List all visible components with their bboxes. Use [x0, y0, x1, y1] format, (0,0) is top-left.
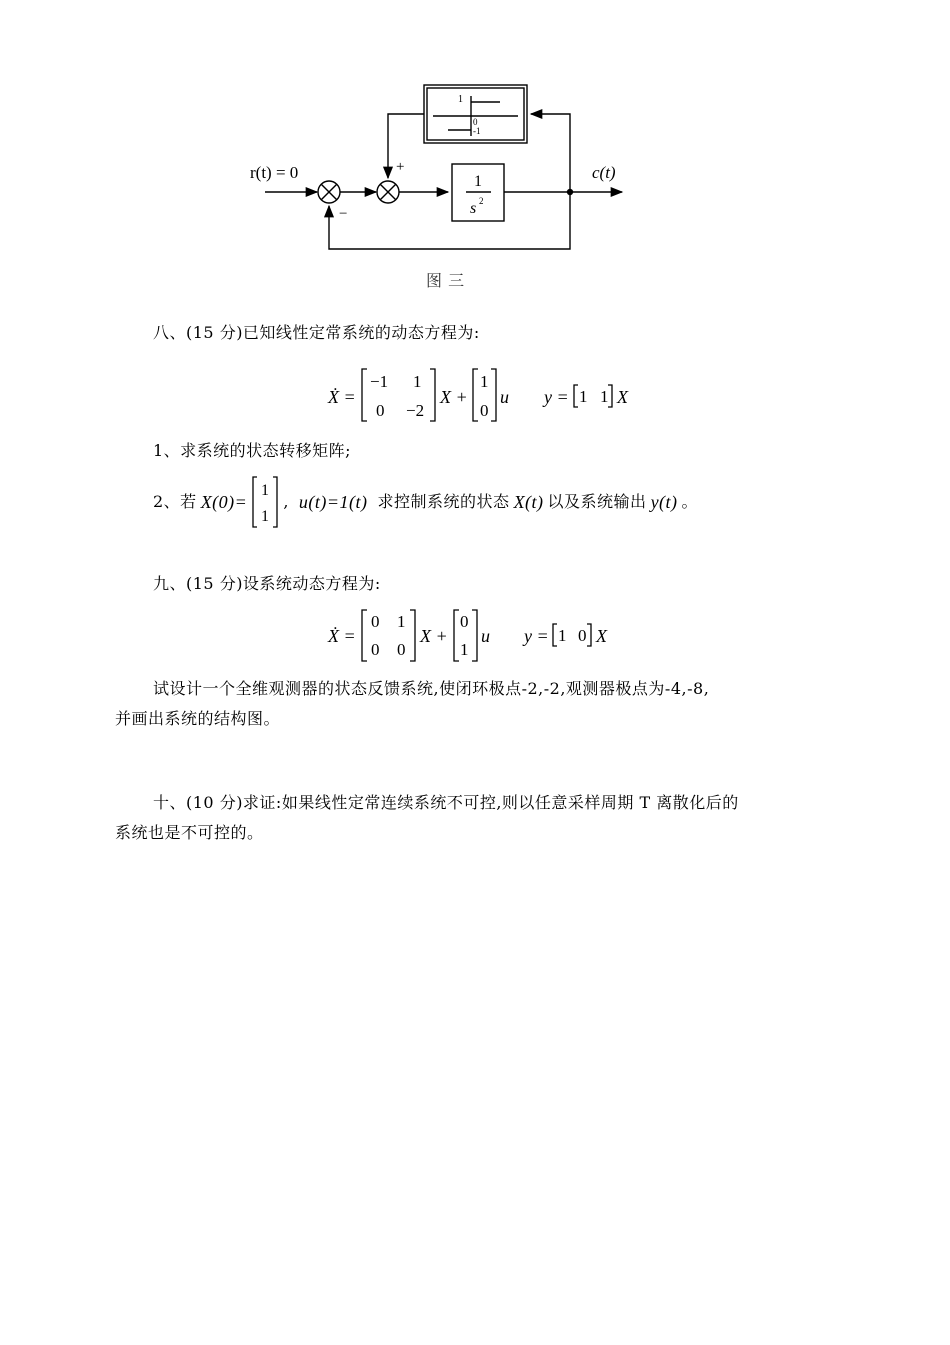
plus-sign: +	[396, 159, 405, 175]
svg-text:1: 1	[261, 508, 270, 525]
svg-text:Ẋ =: Ẋ =	[328, 387, 356, 407]
svg-text:0: 0	[371, 640, 380, 659]
svg-text:0: 0	[578, 626, 587, 645]
plant-denominator: s	[470, 200, 477, 217]
q9-equation	[320, 606, 630, 666]
svg-text:u: u	[481, 626, 490, 646]
svg-text:X +: X +	[420, 626, 448, 646]
plant-numerator: 1	[474, 173, 482, 190]
minus-sign: −	[339, 206, 348, 222]
svg-text:−2: −2	[406, 401, 425, 420]
q9-heading: 九、(15 分)设系统动态方程为:	[153, 574, 381, 593]
svg-text:y =: y =	[524, 626, 549, 646]
svg-text:1: 1	[413, 372, 422, 391]
svg-text:−1: −1	[370, 372, 389, 391]
q10-line-1: 十、(10 分)求证:如果线性定常连续系统不可控,则以任意采样周期 T 离散化后的	[153, 793, 739, 812]
output-label: c(t)	[592, 163, 616, 182]
svg-text:1: 1	[480, 372, 489, 391]
svg-text:1: 1	[558, 626, 567, 645]
q8-item-1: 1、求系统的状态转移矩阵;	[153, 441, 352, 460]
svg-text:X +: X +	[440, 387, 468, 407]
svg-text:X: X	[596, 626, 607, 646]
q9-line-1: 试设计一个全维观测器的状态反馈系统,使闭环极点-2,-2,观测器极点为-4,-8,	[153, 679, 710, 698]
svg-text:0: 0	[371, 612, 380, 631]
q9-line-2: 并画出系统的结构图。	[115, 709, 281, 728]
relay-low-label: -1	[473, 126, 481, 136]
svg-text:1: 1	[261, 482, 270, 499]
input-label: r(t) = 0	[250, 163, 299, 182]
svg-text:1: 1	[460, 640, 469, 659]
q8-heading: 八、(15 分)已知线性定常系统的动态方程为:	[153, 323, 480, 342]
svg-text:u: u	[500, 387, 509, 407]
svg-text:y =: y =	[544, 387, 569, 407]
x0-vector	[251, 475, 279, 529]
svg-text:0: 0	[376, 401, 385, 420]
q10-line-2: 系统也是不可控的。	[115, 823, 264, 842]
svg-text:1: 1	[600, 387, 609, 406]
svg-text:1: 1	[397, 612, 406, 631]
relay-high-label: 1	[458, 94, 463, 105]
svg-text:0: 0	[460, 612, 469, 631]
q8-item-2: 2、若 X(0)= 1 1 , u(t)=1(t) 求控制系统的状态 X(t) 以及系统输出 y(t) 。	[153, 474, 698, 530]
svg-text:0: 0	[480, 401, 489, 420]
plant-exponent: 2	[479, 196, 484, 206]
q8-equation	[320, 365, 650, 427]
svg-text:X: X	[617, 387, 628, 407]
pickoff-point	[567, 189, 573, 195]
svg-text:1: 1	[579, 387, 588, 406]
relay-zero-label: 0	[473, 117, 478, 127]
svg-text:Ẋ =: Ẋ =	[328, 626, 356, 646]
block-diagram	[0, 0, 950, 300]
svg-text:0: 0	[397, 640, 406, 659]
figure-caption: 图 三	[426, 271, 465, 290]
